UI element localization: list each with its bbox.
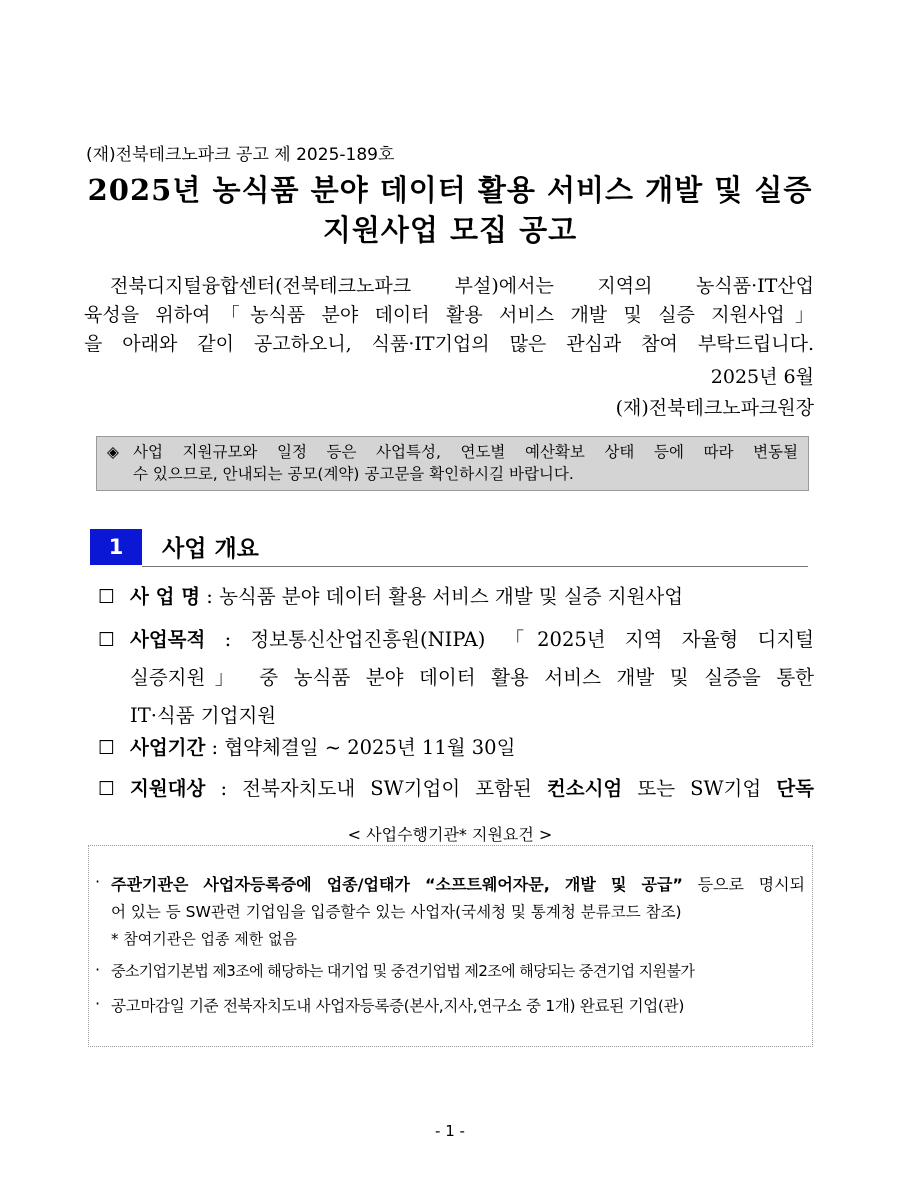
checkbox-icon: ☐ — [98, 778, 116, 800]
intro-line2: 육성을 위하여「농식품 분야 데이터 활용 서비스 개발 및 실증 지원사업」 — [84, 304, 814, 326]
item-project-name — [98, 581, 814, 613]
requirement-1-rest: 등으로 명시되 — [682, 875, 805, 894]
page-number: - 1 - — [435, 1122, 465, 1140]
item-label: 사 업 명 — [130, 585, 201, 608]
section-title: 사업 개요 — [162, 536, 259, 562]
item-bold-a: 컨소시엄 — [546, 777, 623, 800]
notice-signer: (재)전북테크노파크원장 — [615, 397, 814, 419]
item-text: 농식품 분야 데이터 활용 서비스 개발 및 실증 지원사업 — [219, 585, 684, 608]
item-text-a: 전북자치도내 SW기업이 포함된 — [242, 777, 547, 800]
item-sep: : — [200, 585, 220, 608]
requirements-box — [88, 845, 813, 1047]
bullet-icon: · — [95, 960, 101, 979]
item-sep: : — [205, 777, 243, 800]
item-text-2: 실증지원」 중 농식품 분야 데이터 활용 서비스 개발 및 실증을 통한 — [130, 666, 814, 689]
notice-box-line2: 수 있으므로, 안내되는 공모(계약) 공고문을 확인하시길 바랍니다. — [133, 465, 574, 483]
page-title-line1: 2025년 농식품 분야 데이터 활용 서비스 개발 및 실증 — [87, 173, 813, 207]
notice-date: 2025년 6월 — [710, 366, 814, 388]
bullet-icon: · — [95, 994, 101, 1013]
item-period — [98, 732, 814, 764]
item-sep: : — [205, 736, 225, 759]
notice-number: (재)전북테크노파크 공고 제 2025-189호 — [86, 145, 395, 165]
item-label: 지원대상 — [130, 777, 206, 800]
item-sep: : — [205, 628, 251, 651]
checkbox-icon: ☐ — [98, 629, 116, 651]
intro-line3: 을 아래와 같이 공고하오니, 식품·IT기업의 많은 관심과 참여 부탁드립니다. — [84, 333, 814, 355]
requirements-caption: < 사업수행기관* 지원요건 > — [347, 825, 553, 844]
item-text-3: IT·식품 기업지원 — [130, 704, 277, 727]
item-text-1: 정보통신산업진흥원(NIPA) 「2025년 지역 자율형 디지털 — [250, 628, 815, 651]
diamond-icon: ◈ — [107, 443, 119, 461]
item-bold-b: 단독 — [776, 777, 814, 800]
section-divider — [142, 566, 808, 567]
item-text-b: 또는 SW기업 — [622, 777, 777, 800]
notice-box — [96, 436, 809, 491]
requirement-1-line2: 어 있는 등 SW관련 기업임을 입증할수 있는 사업자(국세청 및 통계청 분류코드 참조) — [111, 903, 682, 921]
section-number: 1 — [90, 529, 142, 565]
item-text: 협약체결일 ~ 2025년 11월 30일 — [224, 736, 516, 759]
requirement-1-bold: 주관기관은 사업자등록증에 업종/업태가 “소프트웨어자문, 개발 및 공급” — [111, 875, 683, 894]
notice-box-line1: 사업 지원규모와 일정 등은 사업특성, 연도별 예산확보 상태 등에 따라 변동될 — [133, 443, 798, 461]
item-label: 사업목적 — [130, 628, 206, 651]
checkbox-icon: ☐ — [98, 586, 116, 608]
intro-line1: 전북디지털융합센터(전북테크노파크 부설)에서는 지역의 농식품·IT산업 — [110, 275, 814, 297]
item-purpose — [98, 624, 814, 732]
item-label: 사업기간 — [130, 736, 206, 759]
item-target — [98, 773, 814, 805]
requirement-1-note: * 참여기관은 업종 제한 없음 — [111, 930, 297, 948]
bullet-icon: · — [95, 872, 101, 891]
requirement-2-text: 중소기업기본법 제3조에 해당하는 대기업 및 중견기업법 제2조에 해당되는 중견기업 지원불가 — [111, 962, 695, 980]
checkbox-icon: ☐ — [98, 737, 116, 759]
page-title-line2: 지원사업 모집 공고 — [322, 213, 578, 247]
requirement-3-text: 공고마감일 기준 전북자치도내 사업자등록증(본사,지사,연구소 중 1개) 완료된 기업(관) — [111, 997, 685, 1015]
